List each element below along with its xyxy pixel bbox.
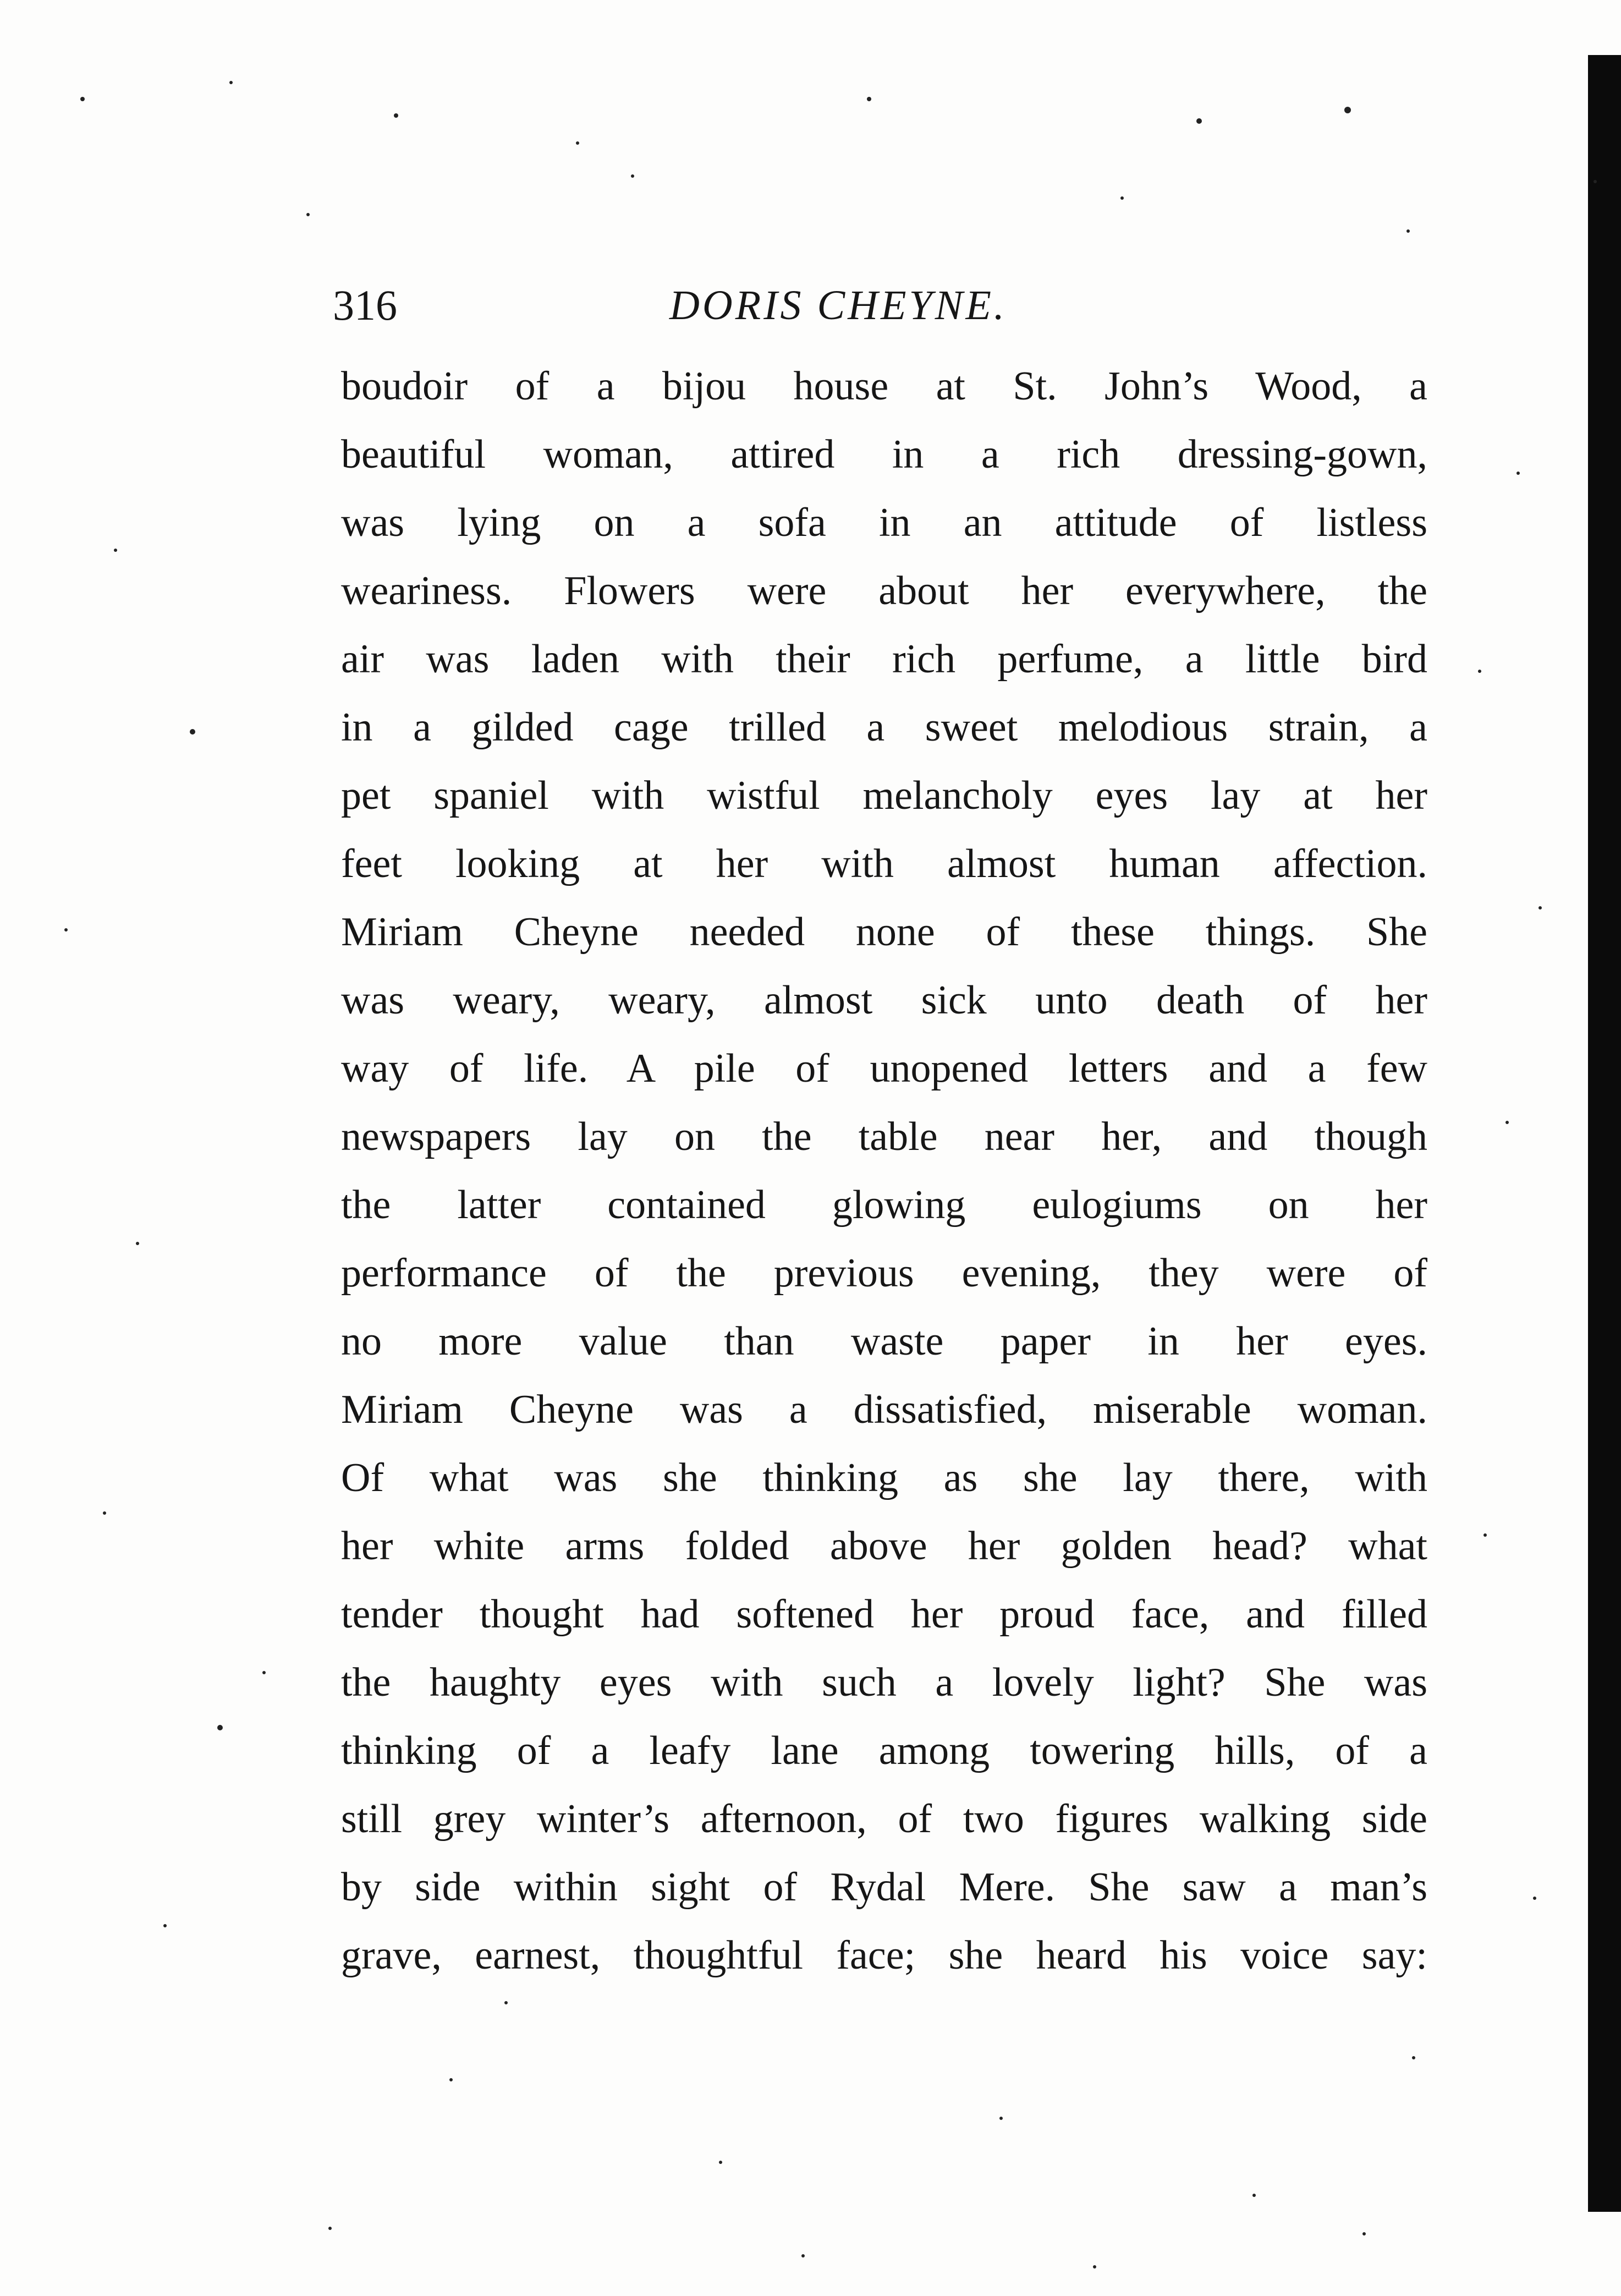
text-line: was weary, weary, almost sick unto death of her xyxy=(341,978,1427,1023)
page-header xyxy=(333,275,1433,341)
text-line: the latter contained glowing eulogiums on her xyxy=(341,1182,1427,1228)
text-line: weariness. Flowers were about her everywhere, the xyxy=(341,568,1427,613)
text-line: air was laden with their rich perfume, a little bird xyxy=(341,637,1427,682)
text-line: Miriam Cheyne was a dissatisfied, miserable woman. xyxy=(341,1387,1427,1432)
text-line: feet looking at her with almost human affection. xyxy=(341,841,1427,886)
text-line: was lying on a sofa in an attitude of listless xyxy=(341,500,1427,545)
text-line: her white arms folded above her golden head? what xyxy=(341,1524,1427,1569)
text-line: the haughty eyes with such a lovely light? She was xyxy=(341,1660,1427,1705)
text-line: in a gilded cage trilled a sweet melodious strain, a xyxy=(341,705,1427,750)
text-line: Miriam Cheyne needed none of these things. She xyxy=(341,909,1427,955)
text-line: newspapers lay on the table near her, and though xyxy=(341,1114,1427,1159)
text-line: boudoir of a bijou house at St. John’s Wood, a xyxy=(341,364,1427,409)
body-text xyxy=(341,352,1427,1990)
text-line: performance of the previous evening, they were of xyxy=(341,1251,1427,1296)
text-line: way of life. A pile of unopened letters and a few xyxy=(341,1046,1427,1091)
text-line: thinking of a leafy lane among towering hills, of a xyxy=(341,1728,1427,1773)
text-line: beautiful woman, attired in a rich dressing-gown, xyxy=(341,432,1427,477)
text-line: pet spaniel with wistful melancholy eyes lay at her xyxy=(341,773,1427,818)
page-number: 316 xyxy=(333,281,397,329)
text-line: grave, earnest, thoughtful face; she heard his voice say: xyxy=(341,1933,1427,1978)
text-line: by side within sight of Rydal Mere. She saw a man’s xyxy=(341,1865,1427,1910)
text-line: still grey winter’s afternoon, of two figures walking side xyxy=(341,1796,1427,1842)
running-title: DORIS CHEYNE. xyxy=(669,282,1007,328)
page-edge-shadow xyxy=(1588,55,1621,2212)
text-line: no more value than waste paper in her eyes. xyxy=(341,1319,1427,1364)
text-line: tender thought had softened her proud face, and filled xyxy=(341,1592,1427,1637)
text-line: Of what was she thinking as she lay there, with xyxy=(341,1455,1427,1500)
